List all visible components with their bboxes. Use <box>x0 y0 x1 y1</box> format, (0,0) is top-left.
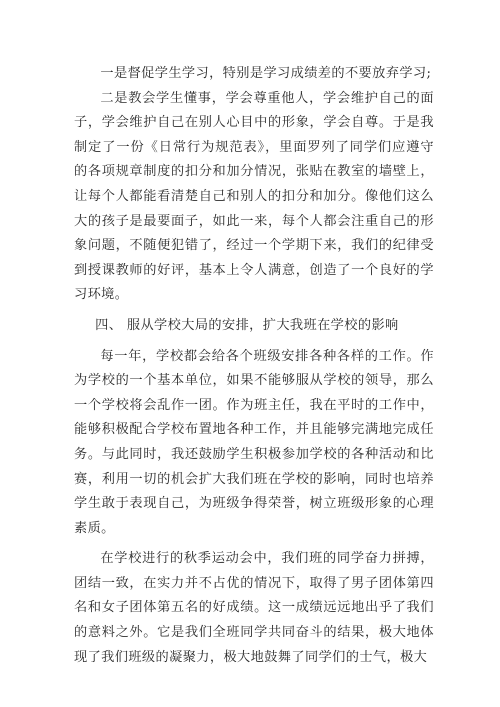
paragraph-sports-meet: 在学校进行的秋季运动会中，我们班的同学奋力拼搏，团结一致，在实力并不占优的情况下，取得了男子团体第四名和女子团体第五名的好成绩。这一成绩远远地出乎了我们的意料之外。它是我们全班同学共同奋斗的结果，极大地体现了我们班级的凝聚力，极大地鼓舞了同学们的士气，极大 <box>74 551 434 665</box>
paragraph-study-supervision: 一是督促学生学习，特别是学习成绩差的不要放弃学习; <box>100 66 432 81</box>
paragraph-behavior-rules: 二是教会学生懂事，学会尊重他人，学会维护自己的面子，学会维护自己在别人心目中的形象，学会自尊。于是我制定了一份《日常行为规范表》，里面罗列了同学们应遵守的各项规章制度的扣分和加分情况，张贴在教室的墙壁上，让每个人都能看清楚自己和别人的扣分和加分。像他们这么大的孩子是最要面子，如此一来，每个人都会注重自己的形象问题，不随便犯错了，经过一个学期下来，我们的纪律受到授课教师的好评，基本上令人满意，创造了一个良好的学习环境。 <box>74 90 434 303</box>
document-body <box>74 62 434 670</box>
section-heading-four: 四、 服从学校大局的安排，扩大我班在学校的影响 <box>95 317 399 333</box>
paragraph-school-work: 每一年，学校都会给各个班级安排各种各样的工作。作为学校的一个基本单位，如果不能够服从学校的领导，那么一个学校将会乱作一团。作为班主任，我在平时的工作中，能够积极配合学校布置地各种工作，并且能够完满地完成任务。与此同时，我还鼓励学生积极参加学校的各种活动和比赛，利用一切的机会扩大我们班在学校的影响，同时也培养学生敢于表现自己，为班级争得荣誉，树立班级形象的心理素质。 <box>74 348 434 536</box>
